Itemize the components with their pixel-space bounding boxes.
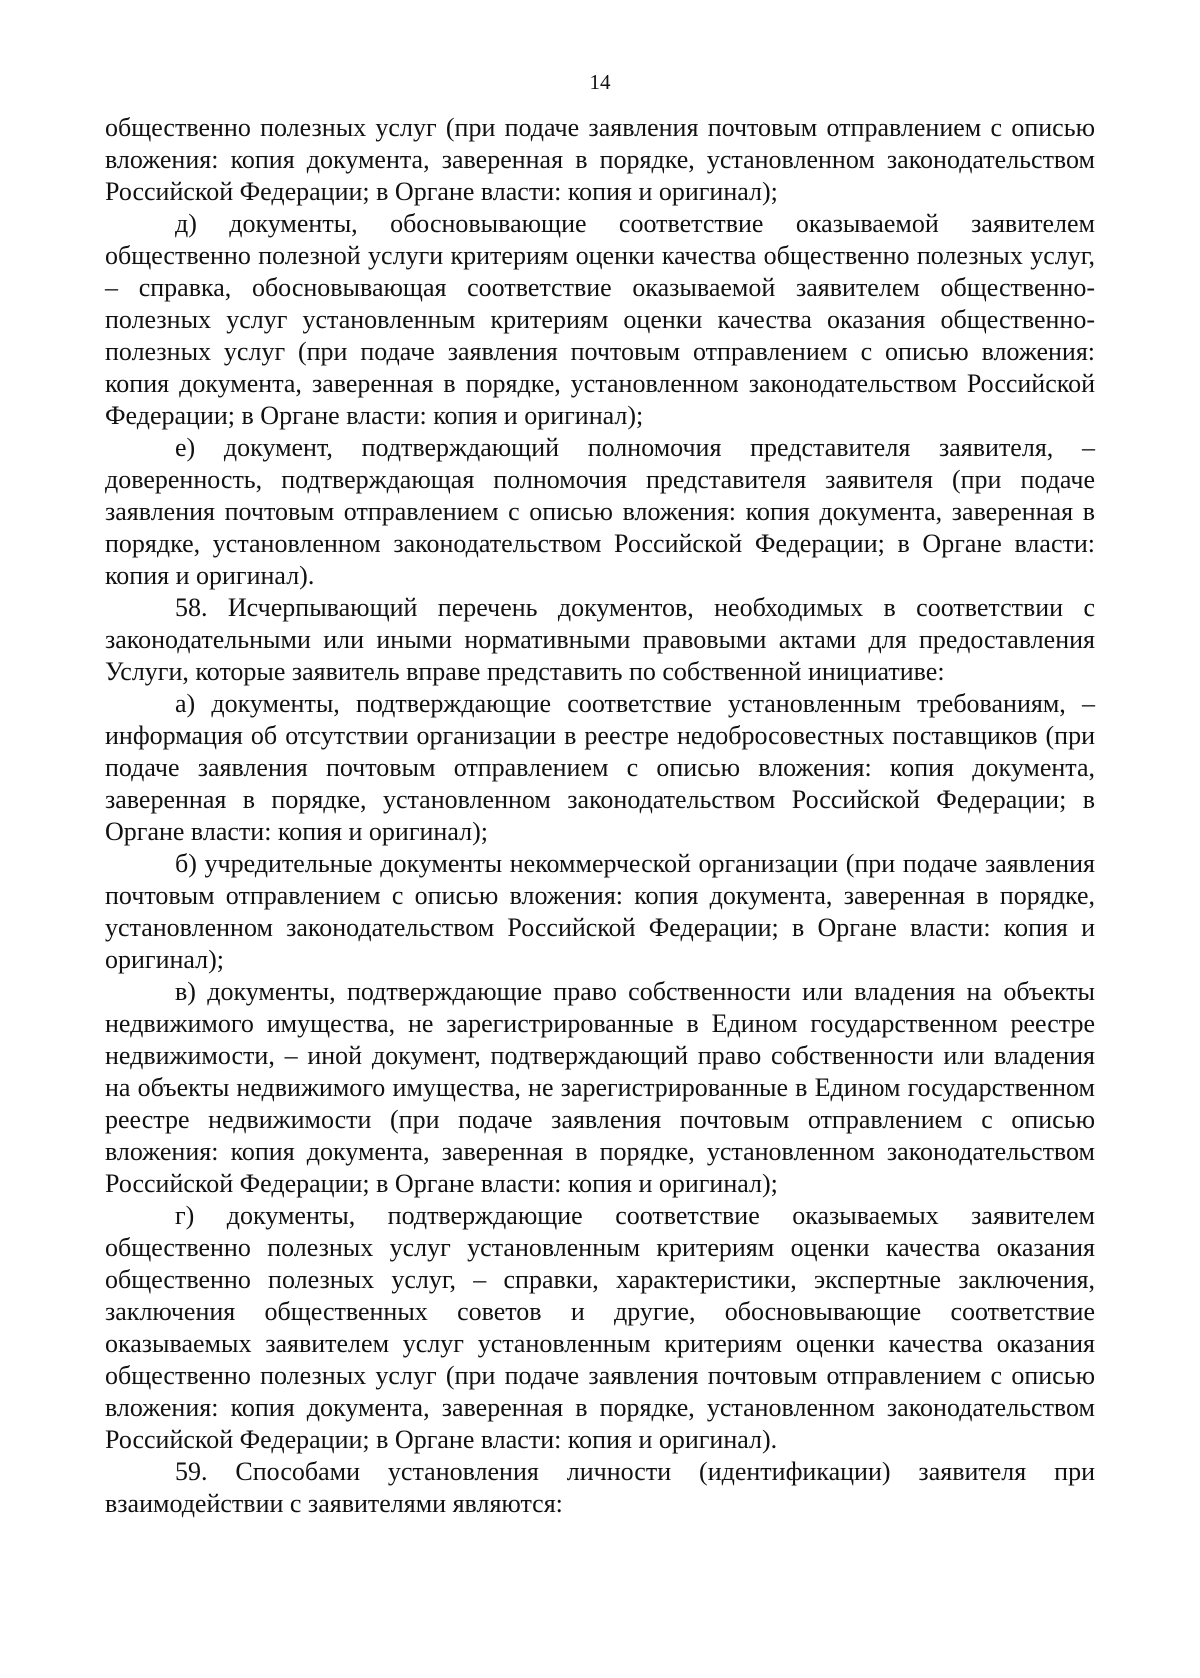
paragraph-item-g: г) документы, подтверждающие соответствие оказываемых заявителем общественно полезных услуг установленным критериям оценки качества оказания общественно полезных услуг, – справки, характеристики, экспертные заключения, заключения общественных советов и другие, обосновывающие соответствие оказываемых заявителем услуг установленным критериям оценки качества оказания общественно полезных услуг (при подаче заявления почтовым отправлением с описью вложения: копия документа, заверенная в порядке, установленном законодательством Российской Федерации; в Органе власти: копия и оригинал). [105,1201,1095,1454]
document-body [105,112,1095,1520]
paragraph-item-b: б) учредительные документы некоммерческой организации (при подаче заявления почтовым отправлением с описью вложения: копия документа, заверенная в порядке, установленном законодательством Российской Федерации; в Органе власти: копия и оригинал); [105,849,1095,974]
paragraph-item-e: е) документ, подтверждающий полномочия представителя заявителя, – доверенность, подтверждающая полномочия представителя заявителя (при подаче заявления почтовым отправлением с описью вложения: копия документа, заверенная в порядке, установленном законодательством Российской Федерации; в Органе власти: копия и оригинал). [105,433,1095,590]
paragraph-continuation: общественно полезных услуг (при подаче заявления почтовым отправлением с описью вложения: копия документа, заверенная в порядке, установленном законодательством Российской Федерации; в Органе власти: копия и оригинал); [105,113,1095,206]
page-number: 14 [589,70,611,94]
paragraph-clause-59: 59. Способами установления личности (идентификации) заявителя при взаимодействии с заявителями являются: [105,1457,1095,1518]
paragraph-item-v: в) документы, подтверждающие право собственности или владения на объекты недвижимого имущества, не зарегистрированные в Едином государственном реестре недвижимости, – иной документ, подтверждающий право собственности или владения на объекты недвижимого имущества, не зарегистрированные в Едином государственном реестре недвижимости (при подаче заявления почтовым отправлением с описью вложения: копия документа, заверенная в порядке, установленном законодательством Российской Федерации; в Органе власти: копия и оригинал); [105,977,1095,1198]
paragraph-item-a: а) документы, подтверждающие соответствие установленным требованиям, – информация об отсутствии организации в реестре недобросовестных поставщиков (при подаче заявления почтовым отправлением с описью вложения: копия документа, заверенная в порядке, установленном законодательством Российской Федерации; в Органе власти: копия и оригинал); [105,689,1095,846]
paragraph-clause-58: 58. Исчерпывающий перечень документов, необходимых в соответствии с законодательными или иными нормативными правовыми актами для предоставления Услуги, которые заявитель вправе представить по собственной инициативе: [105,593,1095,686]
paragraph-item-d: д) документы, обосновывающие соответствие оказываемой заявителем общественно полезной услуги критериям оценки качества общественно полезных услуг, – справка, обосновывающая соответствие оказываемой заявителем общественно-полезных услуг установленным критериям оценки качества оказания общественно-полезных услуг (при подаче заявления почтовым отправлением с описью вложения: копия документа, заверенная в порядке, установленном законодательством Российской Федерации; в Органе власти: копия и оригинал); [105,209,1095,430]
